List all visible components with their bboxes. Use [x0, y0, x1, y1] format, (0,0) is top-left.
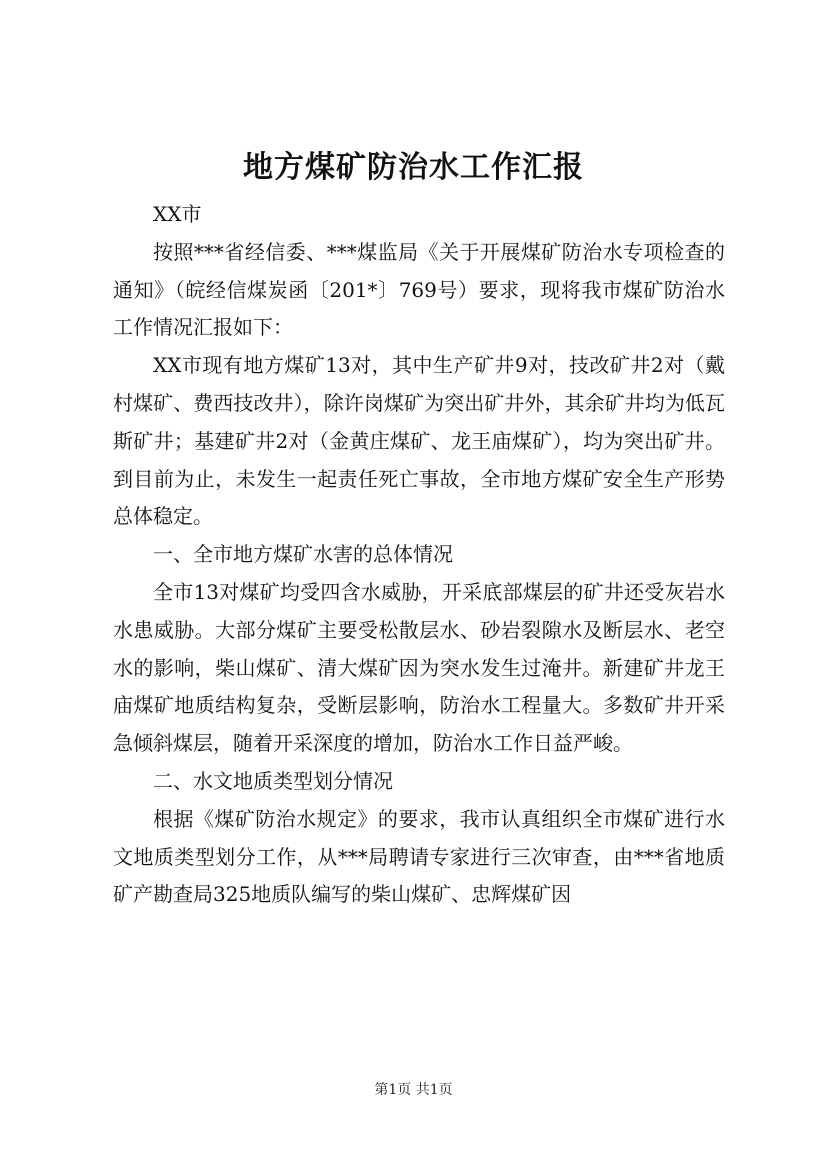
- page-footer: 第1页 共1页: [374, 1082, 453, 1098]
- document-body: [113, 196, 725, 914]
- paragraph-addressee: XX市: [153, 202, 202, 226]
- paragraph-intro: 按照***省经信委、***煤监局《关于开展煤矿防治水专项检查的通知》（皖经信煤炭函〔201*〕769号）要求，现将我市煤矿防治水工作情况汇报如下：: [113, 239, 725, 340]
- paragraph-section-1: 全市13对煤矿均受四含水威胁，开采底部煤层的矿井还受灰岩水水患威胁。大部分煤矿主要受松散层水、砂岩裂隙水及断层水、老空水的影响，柴山煤矿、清大煤矿因为突水发生过淹井。新建矿井龙王庙煤矿地质结构复杂，受断层影响，防治水工程量大。多数矿井开采急倾斜煤层，随着开采深度的增加，防治水工作日益严峻。: [113, 579, 725, 756]
- section-heading-2: 二、水文地质类型划分情况: [153, 768, 393, 793]
- paragraph-section-2: 根据《煤矿防治水规定》的要求，我市认真组织全市煤矿进行水文地质类型划分工作，从***局聘请专家进行三次审查，由***省地质矿产勘查局325地质队编写的柴山煤矿、忠辉煤矿因: [113, 806, 725, 907]
- paragraph-overview: XX市现有地方煤矿13对，其中生产矿井9对，技改矿井2对（戴村煤矿、费西技改井），除许岗煤矿为突出矿井外，其余矿井均为低瓦斯矿井；基建矿井2对（金黄庄煤矿、龙王庙煤矿），均为突出矿井。到目前为止，未发生一起责任死亡事故，全市地方煤矿安全生产形势总体稳定。: [113, 353, 725, 529]
- document-title: 地方煤矿防治水工作汇报: [243, 150, 584, 185]
- section-heading-1: 一、全市地方煤矿水害的总体情况: [153, 542, 453, 567]
